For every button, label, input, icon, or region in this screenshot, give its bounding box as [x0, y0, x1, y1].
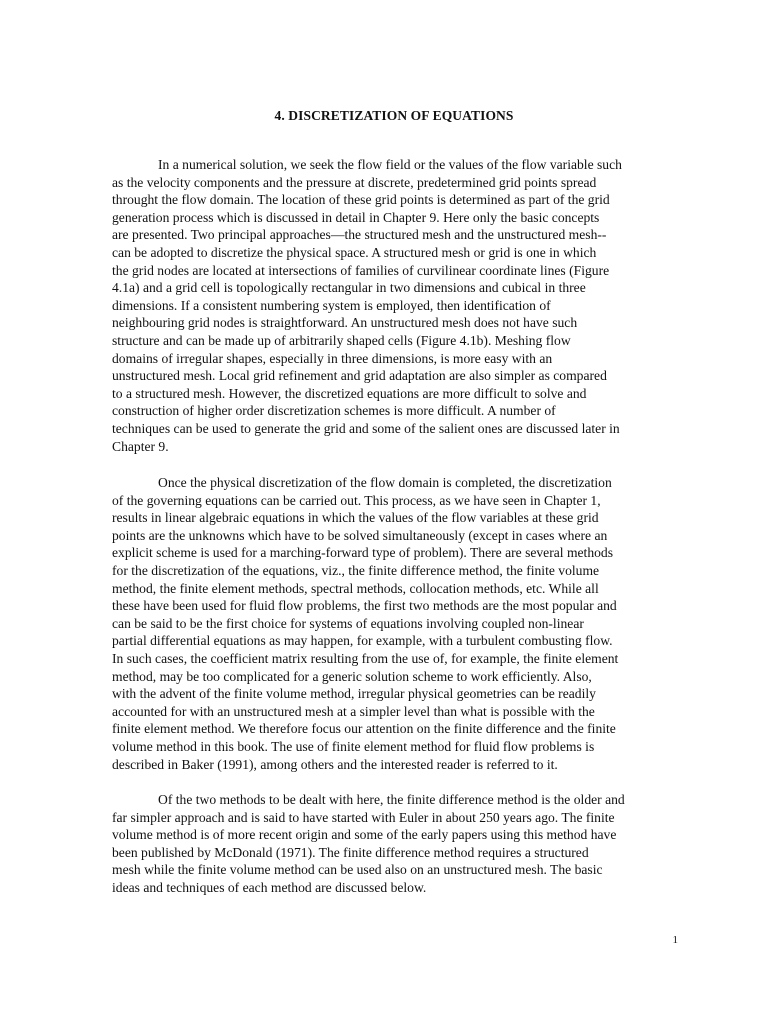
- text-line: 4.1a) and a grid cell is topologically rectangular in two dimensions and cubical in three: [112, 280, 586, 296]
- text-line: described in Baker (1991), among others and the interested reader is referred to it.: [112, 756, 558, 772]
- text-line: throught the flow domain. The location of these grid points is determined as part of the grid: [112, 192, 610, 208]
- text-line: domains of irregular shapes, especially in three dimensions, is more easy with an: [112, 350, 553, 366]
- text-line: method, the finite element methods, spectral methods, collocation methods, etc. While all: [112, 580, 599, 596]
- text-line: construction of higher order discretization schemes is more difficult. A number of: [112, 403, 556, 419]
- text-line: generation process which is discussed in detail in Chapter 9. Here only the basic concepts: [112, 209, 600, 225]
- text-line: far simpler approach and is said to have started with Euler in about 250 years ago. The finite: [112, 809, 615, 825]
- section-heading: 4. DISCRETIZATION OF EQUATIONS: [274, 108, 514, 123]
- text-line: unstructured mesh. Local grid refinement and grid adaptation are also simpler as compared: [112, 368, 607, 384]
- text-line: to a structured mesh. However, the discretized equations are more difficult to solve and: [112, 385, 587, 401]
- text-line: finite element method. We therefore focus our attention on the finite difference and the finite: [112, 721, 616, 737]
- text-line: neighbouring grid nodes is straightforward. An unstructured mesh does not have such: [112, 315, 578, 331]
- text-line: been published by McDonald (1971). The finite difference method requires a structured: [112, 844, 589, 860]
- text-line: partial differential equations as may happen, for example, with a turbulent combusting flow.: [112, 633, 613, 649]
- text-line: volume method is of more recent origin and some of the early papers using this method have: [112, 827, 617, 843]
- paragraph-2: [112, 474, 680, 773]
- text-line: points are the unknowns which have to be solved simultaneously (except in cases where an: [112, 527, 608, 543]
- text-line: the grid nodes are located at intersections of families of curvilinear coordinate lines (Figure: [112, 262, 610, 278]
- text-line: with the advent of the finite volume method, irregular physical geometries can be readily: [112, 686, 596, 702]
- text-line: accounted for with an unstructured mesh at a simpler level than what is possible with the: [112, 703, 595, 719]
- text-line: Chapter 9.: [112, 438, 169, 454]
- text-line: In such cases, the coefficient matrix resulting from the use of, for example, the finite element: [112, 650, 619, 666]
- text-line: volume method in this book. The use of finite element method for fluid flow problems is: [112, 738, 595, 754]
- paragraph-1: [112, 156, 680, 455]
- text-line: explicit scheme is used for a marching-forward type of problem). There are several methods: [112, 545, 614, 561]
- paragraph-3: [112, 791, 680, 897]
- text-line: method, may be too complicated for a generic solution scheme to work efficiently. Also,: [112, 668, 592, 684]
- page-number: 1: [672, 934, 678, 946]
- text-line: ideas and techniques of each method are discussed below.: [112, 879, 427, 895]
- text-line: mesh while the finite volume method can be used also on an unstructured mesh. The basic: [112, 862, 603, 878]
- text-line: techniques can be used to generate the grid and some of the salient ones are discussed later in: [112, 420, 620, 436]
- text-line: Of the two methods to be dealt with here, the finite difference method is the older and: [158, 792, 625, 807]
- text-line: as the velocity components and the pressure at discrete, predetermined grid points spread: [112, 174, 597, 190]
- text-line: Once the physical discretization of the flow domain is completed, the discretization: [158, 475, 612, 490]
- text-line: can be adopted to discretize the physical space. A structured mesh or grid is one in which: [112, 244, 597, 260]
- text-line: these have been used for fluid flow problems, the first two methods are the most popular and: [112, 598, 617, 614]
- text-line: of the governing equations can be carried out. This process, as we have seen in Chapter 1,: [112, 492, 601, 508]
- text-line: dimensions. If a consistent numbering system is employed, then identification of: [112, 297, 551, 313]
- text-line: structure and can be made up of arbitrarily shaped cells (Figure 4.1b). Meshing flow: [112, 332, 571, 348]
- text-line: results in linear algebraic equations in which the values of the flow variables at these grid: [112, 510, 599, 526]
- text-line: In a numerical solution, we seek the flow field or the values of the flow variable such: [158, 157, 622, 172]
- text-line: are presented. Two principal approaches—the structured mesh and the unstructured mesh--: [112, 227, 607, 243]
- text-line: can be said to be the first choice for systems of equations involving coupled non-linear: [112, 615, 584, 631]
- text-line: for the discretization of the equations, viz., the finite difference method, the finite volume: [112, 562, 600, 578]
